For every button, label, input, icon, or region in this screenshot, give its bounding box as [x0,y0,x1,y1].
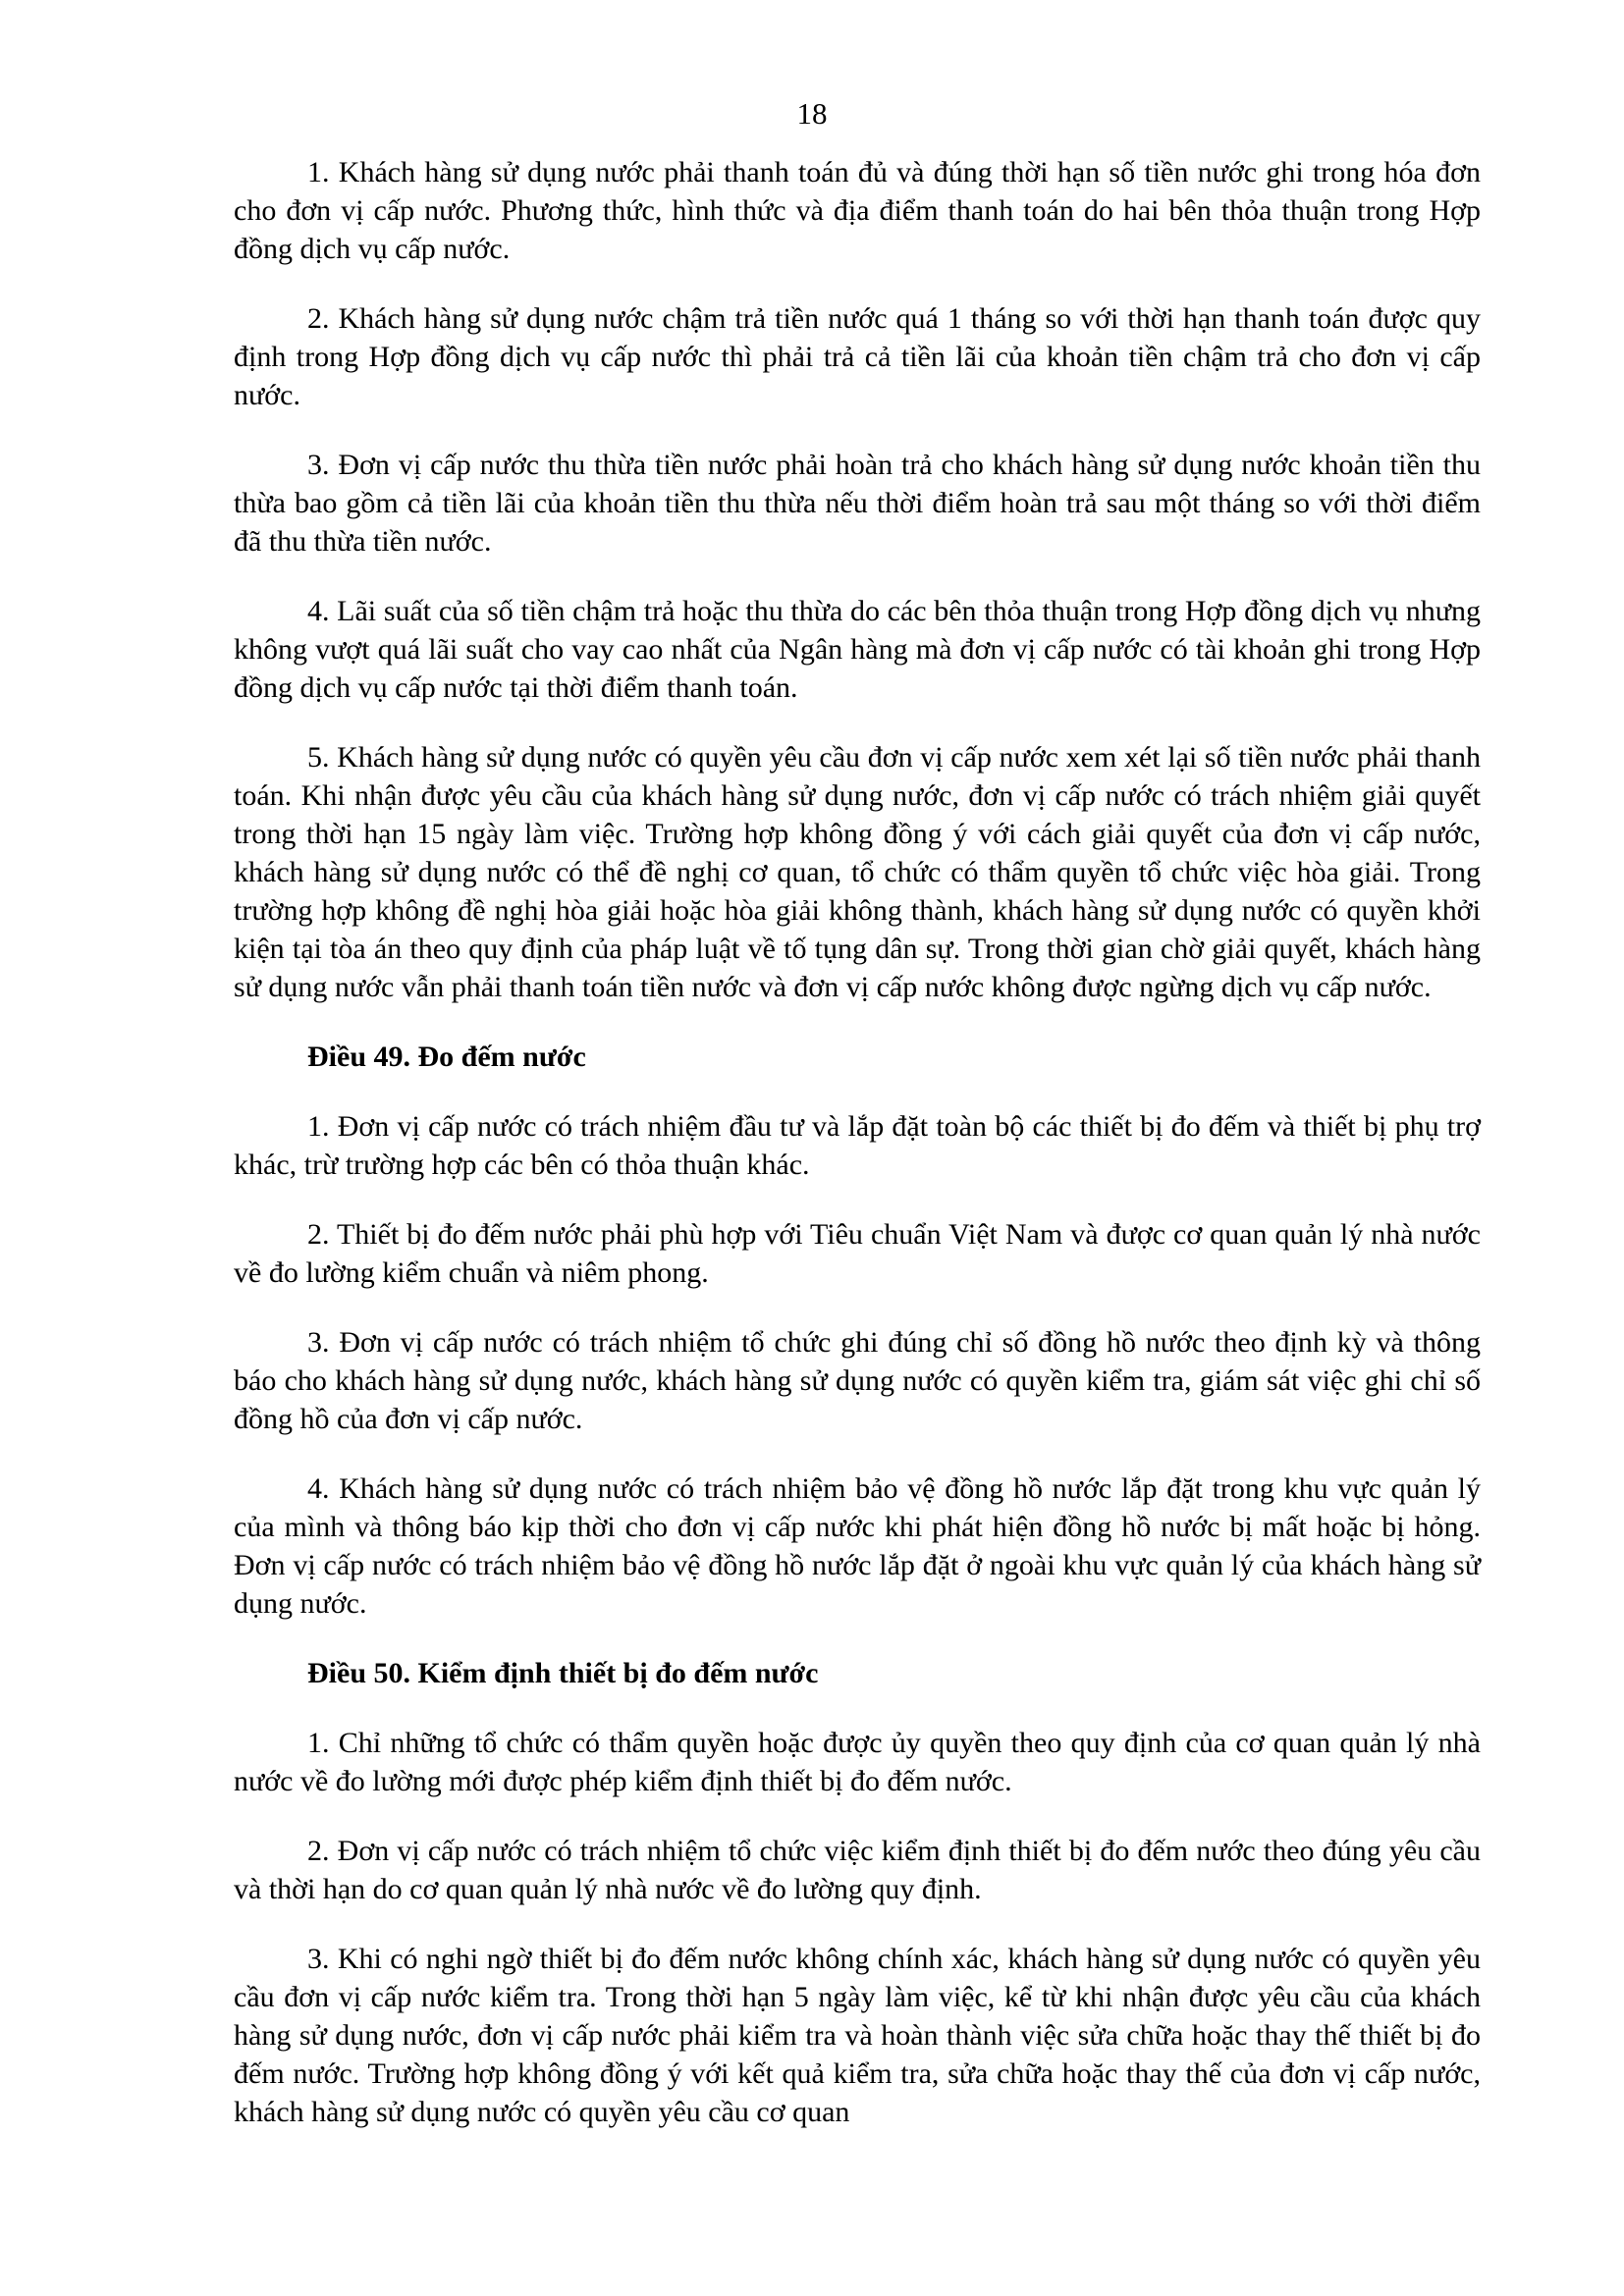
clause-49-1: 1. Đơn vị cấp nước có trách nhiệm đầu tư và lắp đặt toàn bộ các thiết bị đo đếm và thiết bị phụ trợ khác, trừ trường hợp các bên có thỏa thuận khác. [234,1110,1481,1181]
clause-48-3: 3. Đơn vị cấp nước thu thừa tiền nước phải hoàn trả cho khách hàng sử dụng nước khoản tiền thu thừa bao gồm cả tiền lãi của khoản tiền thu thừa nếu thời điểm hoàn trả sau một tháng so với thời điểm đã thu thừa tiền nước. [234,449,1481,558]
page-number: 18 [796,96,828,131]
clause-50-2: 2. Đơn vị cấp nước có trách nhiệm tổ chức việc kiểm định thiết bị đo đếm nước theo đúng yêu cầu và thời hạn do cơ quan quản lý nhà nước về đo lường quy định. [234,1835,1481,1905]
clause-50-3: 3. Khi có nghi ngờ thiết bị đo đếm nước không chính xác, khách hàng sử dụng nước có quyền yêu cầu đơn vị cấp nước kiểm tra. Trong thời hạn 5 ngày làm việc, kể từ khi nhận được yêu cầu của khách hàng sử dụng nước, đơn vị cấp nước phải kiểm tra và hoàn thành việc sửa chữa hoặc thay thế thiết bị đo đếm nước. Trường hợp không đồng ý với kết quả kiểm tra, sửa chữa hoặc thay thế của đơn vị cấp nước, khách hàng sử dụng nước có quyền yêu cầu cơ quan [234,1943,1481,2128]
article-50-heading: Điều 50. Kiểm định thiết bị đo đếm nước [307,1657,819,1689]
clause-49-3: 3. Đơn vị cấp nước có trách nhiệm tổ chức ghi đúng chỉ số đồng hồ nước theo định kỳ và thông báo cho khách hàng sử dụng nước, khách hàng sử dụng nước có quyền kiểm tra, giám sát việc ghi chỉ số đồng hồ của đơn vị cấp nước. [234,1326,1481,1435]
clause-48-2: 2. Khách hàng sử dụng nước chậm trả tiền nước quá 1 tháng so với thời hạn thanh toán được quy định trong Hợp đồng dịch vụ cấp nước thì phải trả cả tiền lãi của khoản tiền chậm trả cho đơn vị cấp nước. [234,302,1481,411]
clause-48-1: 1. Khách hàng sử dụng nước phải thanh toán đủ và đúng thời hạn số tiền nước ghi trong hóa đơn cho đơn vị cấp nước. Phương thức, hình thức và địa điểm thanh toán do hai bên thỏa thuận trong Hợp đồng dịch vụ cấp nước. [234,156,1481,265]
clause-49-4: 4. Khách hàng sử dụng nước có trách nhiệm bảo vệ đồng hồ nước lắp đặt trong khu vực quản lý của mình và thông báo kịp thời cho đơn vị cấp nước khi phát hiện đồng hồ nước bị mất hoặc bị hỏng. Đơn vị cấp nước có trách nhiệm bảo vệ đồng hồ nước lắp đặt ở ngoài khu vực quản lý của khách hàng sử dụng nước. [234,1472,1481,1620]
clause-50-1: 1. Chỉ những tổ chức có thẩm quyền hoặc được ủy quyền theo quy định của cơ quan quản lý nhà nước về đo lường mới được phép kiểm định thiết bị đo đếm nước. [234,1727,1481,1797]
clause-48-4: 4. Lãi suất của số tiền chậm trả hoặc thu thừa do các bên thỏa thuận trong Hợp đồng dịch vụ nhưng không vượt quá lãi suất cho vay cao nhất của Ngân hàng mà đơn vị cấp nước có tài khoản ghi trong Hợp đồng dịch vụ cấp nước tại thời điểm thanh toán. [234,595,1481,704]
clause-49-2: 2. Thiết bị đo đếm nước phải phù hợp với Tiêu chuẩn Việt Nam và được cơ quan quản lý nhà nước về đo lường kiểm chuẩn và niêm phong. [234,1218,1481,1289]
clause-48-5: 5. Khách hàng sử dụng nước có quyền yêu cầu đơn vị cấp nước xem xét lại số tiền nước phải thanh toán. Khi nhận được yêu cầu của khách hàng sử dụng nước, đơn vị cấp nước có trách nhiệm giải quyết trong thời hạn 15 ngày làm việc. Trường hợp không đồng ý với cách giải quyết của đơn vị cấp nước, khách hàng sử dụng nước có thể đề nghị cơ quan, tổ chức có thẩm quyền tổ chức việc hòa giải. Trong trường hợp không đề nghị hòa giải hoặc hòa giải không thành, khách hàng sử dụng nước có quyền khởi kiện tại tòa án theo quy định của pháp luật về tố tụng dân sự. Trong thời gian chờ giải quyết, khách hàng sử dụng nước vẫn phải thanh toán tiền nước và đơn vị cấp nước không được ngừng dịch vụ cấp nước. [234,741,1481,1003]
article-49-heading: Điều 49. Đo đếm nước [307,1041,586,1073]
document-body [234,153,1481,2163]
